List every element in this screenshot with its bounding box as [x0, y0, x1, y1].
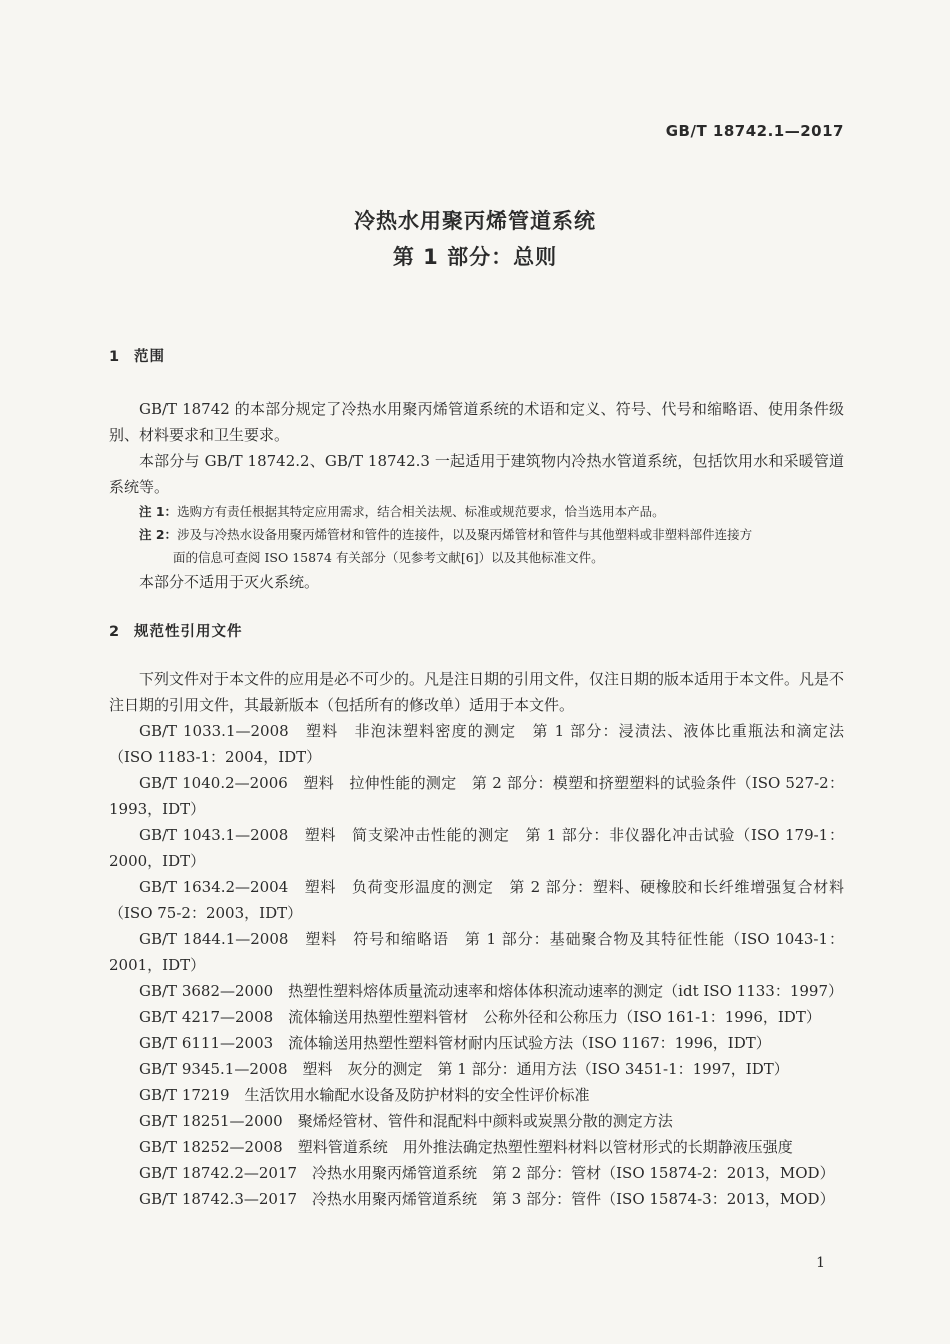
- reference-item: GB/T 1033.1—2008 塑料 非泡沫塑料密度的测定 第 1 部分：浸渍法、液体比重瓶法和滴定法（ISO 1183-1：2004，IDT）: [109, 722, 844, 766]
- reference-item: GB/T 1844.1—2008 塑料 符号和缩略语 第 1 部分：基础聚合物及其特征性能（ISO 1043-1：2001，IDT）: [109, 930, 844, 974]
- reference-item: GB/T 6111—2003 流体输送用热塑性塑料管材耐内压试验方法（ISO 1167：1996，IDT）: [139, 1034, 771, 1052]
- section-1-body: [109, 396, 844, 595]
- title-line-1: 冷热水用聚丙烯管道系统: [354, 209, 596, 233]
- note-2: [109, 523, 844, 569]
- reference-item: GB/T 9345.1—2008 塑料 灰分的测定 第 1 部分：通用方法（ISO 3451-1：1997，IDT）: [139, 1060, 789, 1078]
- title-line-2: 第 1 部分：总则: [392, 245, 558, 269]
- note-2-label: 注 2：: [139, 527, 178, 542]
- reference-item: GB/T 18742.3—2017 冷热水用聚丙烯管道系统 第 3 部分：管件（ISO 15874-3：2013，MOD）: [139, 1190, 835, 1208]
- scope-paragraph-2: 本部分与 GB/T 18742.2、GB/T 18742.3 一起适用于建筑物内冷热水管道系统，包括饮用水和采暖管道系统等。: [109, 452, 844, 496]
- section-2-body: [109, 666, 844, 1212]
- reference-item: GB/T 18252—2008 塑料管道系统 用外推法确定热塑性塑料材料以管材形式的长期静液压强度: [139, 1138, 793, 1156]
- section-1-heading: [109, 345, 165, 366]
- section-1-title: 范围: [134, 349, 165, 365]
- reference-item: GB/T 18251—2000 聚烯烃管材、管件和混配料中颜料或炭黑分散的测定方法: [139, 1112, 673, 1130]
- scope-paragraph-3: 本部分不适用于灭火系统。: [139, 573, 320, 591]
- note-2-text-line-1: 涉及与冷热水设备用聚丙烯管材和管件的连接件，以及聚丙烯管材和管件与其他塑料或非塑料部件连接方: [177, 527, 753, 542]
- document-title: [0, 203, 950, 275]
- section-1-number: 1: [109, 349, 121, 365]
- section-2-title: 规范性引用文件: [134, 624, 243, 640]
- reference-item: GB/T 18742.2—2017 冷热水用聚丙烯管道系统 第 2 部分：管材（ISO 15874-2：2013，MOD）: [139, 1164, 835, 1182]
- note-1-text: 选购方有责任根据其特定应用需求，结合相关法规、标准或规范要求，恰当选用本产品。: [177, 504, 665, 519]
- note-1-label: 注 1：: [139, 504, 178, 519]
- section-2-number: 2: [109, 624, 121, 640]
- reference-item: GB/T 1043.1—2008 塑料 简支梁冲击性能的测定 第 1 部分：非仪器化冲击试验（ISO 179-1：2000，IDT）: [109, 826, 844, 870]
- references-intro: 下列文件对于本文件的应用是必不可少的。凡是注日期的引用文件，仅注日期的版本适用于本文件。凡是不注日期的引用文件，其最新版本（包括所有的修改单）适用于本文件。: [109, 670, 845, 714]
- note-1: [109, 500, 844, 523]
- section-2-heading: [109, 620, 243, 641]
- reference-item: GB/T 17219 生活饮用水输配水设备及防护材料的安全性评价标准: [139, 1086, 590, 1104]
- reference-item: GB/T 1040.2—2006 塑料 拉伸性能的测定 第 2 部分：模塑和挤塑塑料的试验条件（ISO 527-2：1993，IDT）: [109, 774, 844, 818]
- reference-item: GB/T 3682—2000 热塑性塑料熔体质量流动速率和熔体体积流动速率的测定（idt ISO 1133：1997）: [139, 982, 843, 1000]
- reference-item: GB/T 1634.2—2004 塑料 负荷变形温度的测定 第 2 部分：塑料、硬橡胶和长纤维增强复合材料（ISO 75-2：2003，IDT）: [109, 878, 844, 922]
- note-2-text-line-2: 面的信息可查阅 ISO 15874 有关部分（见参考文献[6]）以及其他标准文件。: [173, 550, 604, 565]
- scope-paragraph-1: GB/T 18742 的本部分规定了冷热水用聚丙烯管道系统的术语和定义、符号、代号和缩略语、使用条件级别、材料要求和卫生要求。: [109, 400, 844, 444]
- reference-item: GB/T 4217—2008 流体输送用热塑性塑料管材 公称外径和公称压力（ISO 161-1：1996，IDT）: [139, 1008, 821, 1026]
- page-number: 1: [816, 1255, 825, 1271]
- standard-code: GB/T 18742.1—2017: [665, 122, 844, 140]
